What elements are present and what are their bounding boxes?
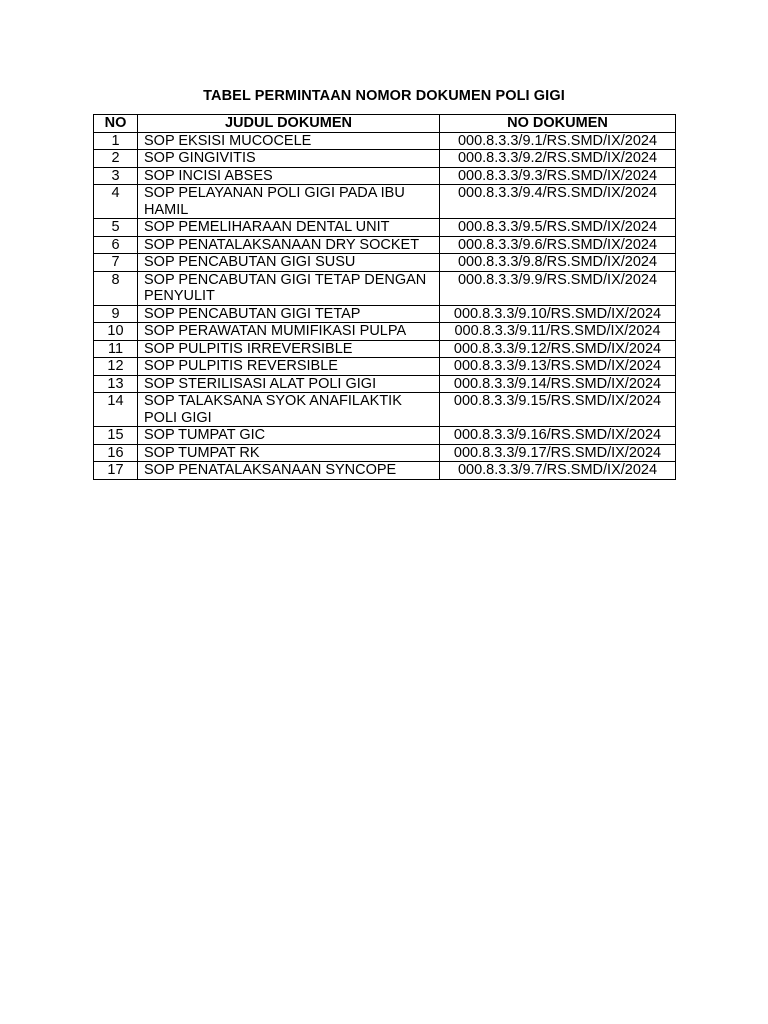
row-doc-no: 000.8.3.3/9.10/RS.SMD/IX/2024: [440, 305, 676, 323]
row-number: 12: [94, 358, 138, 376]
row-doc-no: 000.8.3.3/9.11/RS.SMD/IX/2024: [440, 323, 676, 341]
row-doc-no: 000.8.3.3/9.8/RS.SMD/IX/2024: [440, 254, 676, 272]
row-number: 14: [94, 393, 138, 427]
row-number: 8: [94, 271, 138, 305]
row-doc-no: 000.8.3.3/9.4/RS.SMD/IX/2024: [440, 185, 676, 219]
row-number: 2: [94, 150, 138, 168]
table-row: [94, 254, 676, 272]
document-number-table: [93, 114, 676, 480]
row-title: SOP TALAKSANA SYOK ANAFILAKTIK POLI GIGI: [138, 393, 440, 427]
table-row: [94, 323, 676, 341]
row-number: 10: [94, 323, 138, 341]
row-title: SOP INCISI ABSES: [138, 167, 440, 185]
row-number: 17: [94, 462, 138, 480]
row-title: SOP TUMPAT GIC: [138, 427, 440, 445]
table-row: [94, 167, 676, 185]
table-row: [94, 150, 676, 168]
header-no: NO: [94, 115, 138, 133]
row-title: SOP EKSISI MUCOCELE: [138, 132, 440, 150]
row-title: SOP PEMELIHARAAN DENTAL UNIT: [138, 219, 440, 237]
header-doc-no: NO DOKUMEN: [440, 115, 676, 133]
header-title: JUDUL DOKUMEN: [138, 115, 440, 133]
row-doc-no: 000.8.3.3/9.5/RS.SMD/IX/2024: [440, 219, 676, 237]
table-row: [94, 462, 676, 480]
table-row: [94, 236, 676, 254]
row-title: SOP GINGIVITIS: [138, 150, 440, 168]
row-title: SOP PULPITIS IRREVERSIBLE: [138, 340, 440, 358]
row-title: SOP PENCABUTAN GIGI TETAP: [138, 305, 440, 323]
row-title: SOP PENCABUTAN GIGI SUSU: [138, 254, 440, 272]
row-doc-no: 000.8.3.3/9.2/RS.SMD/IX/2024: [440, 150, 676, 168]
row-title: SOP TUMPAT RK: [138, 444, 440, 462]
row-doc-no: 000.8.3.3/9.14/RS.SMD/IX/2024: [440, 375, 676, 393]
row-number: 11: [94, 340, 138, 358]
row-number: 15: [94, 427, 138, 445]
row-title: SOP PENATALAKSANAAN DRY SOCKET: [138, 236, 440, 254]
table-row: [94, 427, 676, 445]
row-doc-no: 000.8.3.3/9.3/RS.SMD/IX/2024: [440, 167, 676, 185]
row-number: 9: [94, 305, 138, 323]
table-row: [94, 305, 676, 323]
row-number: 6: [94, 236, 138, 254]
table-row: [94, 340, 676, 358]
row-title: SOP PENATALAKSANAAN SYNCOPE: [138, 462, 440, 480]
row-number: 7: [94, 254, 138, 272]
table-row: [94, 271, 676, 305]
table-row: [94, 444, 676, 462]
row-doc-no: 000.8.3.3/9.1/RS.SMD/IX/2024: [440, 132, 676, 150]
page-title: TABEL PERMINTAAN NOMOR DOKUMEN POLI GIGI: [203, 88, 565, 104]
row-doc-no: 000.8.3.3/9.9/RS.SMD/IX/2024: [440, 271, 676, 305]
row-title: SOP PULPITIS REVERSIBLE: [138, 358, 440, 376]
table-row: [94, 375, 676, 393]
table-row: [94, 393, 676, 427]
table-row: [94, 185, 676, 219]
row-number: 16: [94, 444, 138, 462]
row-title: SOP STERILISASI ALAT POLI GIGI: [138, 375, 440, 393]
row-number: 1: [94, 132, 138, 150]
row-number: 3: [94, 167, 138, 185]
row-doc-no: 000.8.3.3/9.6/RS.SMD/IX/2024: [440, 236, 676, 254]
row-doc-no: 000.8.3.3/9.16/RS.SMD/IX/2024: [440, 427, 676, 445]
row-number: 13: [94, 375, 138, 393]
row-doc-no: 000.8.3.3/9.13/RS.SMD/IX/2024: [440, 358, 676, 376]
row-number: 5: [94, 219, 138, 237]
row-doc-no: 000.8.3.3/9.7/RS.SMD/IX/2024: [440, 462, 676, 480]
table-row: [94, 358, 676, 376]
row-doc-no: 000.8.3.3/9.12/RS.SMD/IX/2024: [440, 340, 676, 358]
row-title: SOP PERAWATAN MUMIFIKASI PULPA: [138, 323, 440, 341]
table-row: [94, 132, 676, 150]
row-title: SOP PENCABUTAN GIGI TETAP DENGAN PENYULIT: [138, 271, 440, 305]
row-number: 4: [94, 185, 138, 219]
table-row: [94, 219, 676, 237]
row-title: SOP PELAYANAN POLI GIGI PADA IBU HAMIL: [138, 185, 440, 219]
table-header-row: [94, 115, 676, 133]
row-doc-no: 000.8.3.3/9.17/RS.SMD/IX/2024: [440, 444, 676, 462]
row-doc-no: 000.8.3.3/9.15/RS.SMD/IX/2024: [440, 393, 676, 427]
